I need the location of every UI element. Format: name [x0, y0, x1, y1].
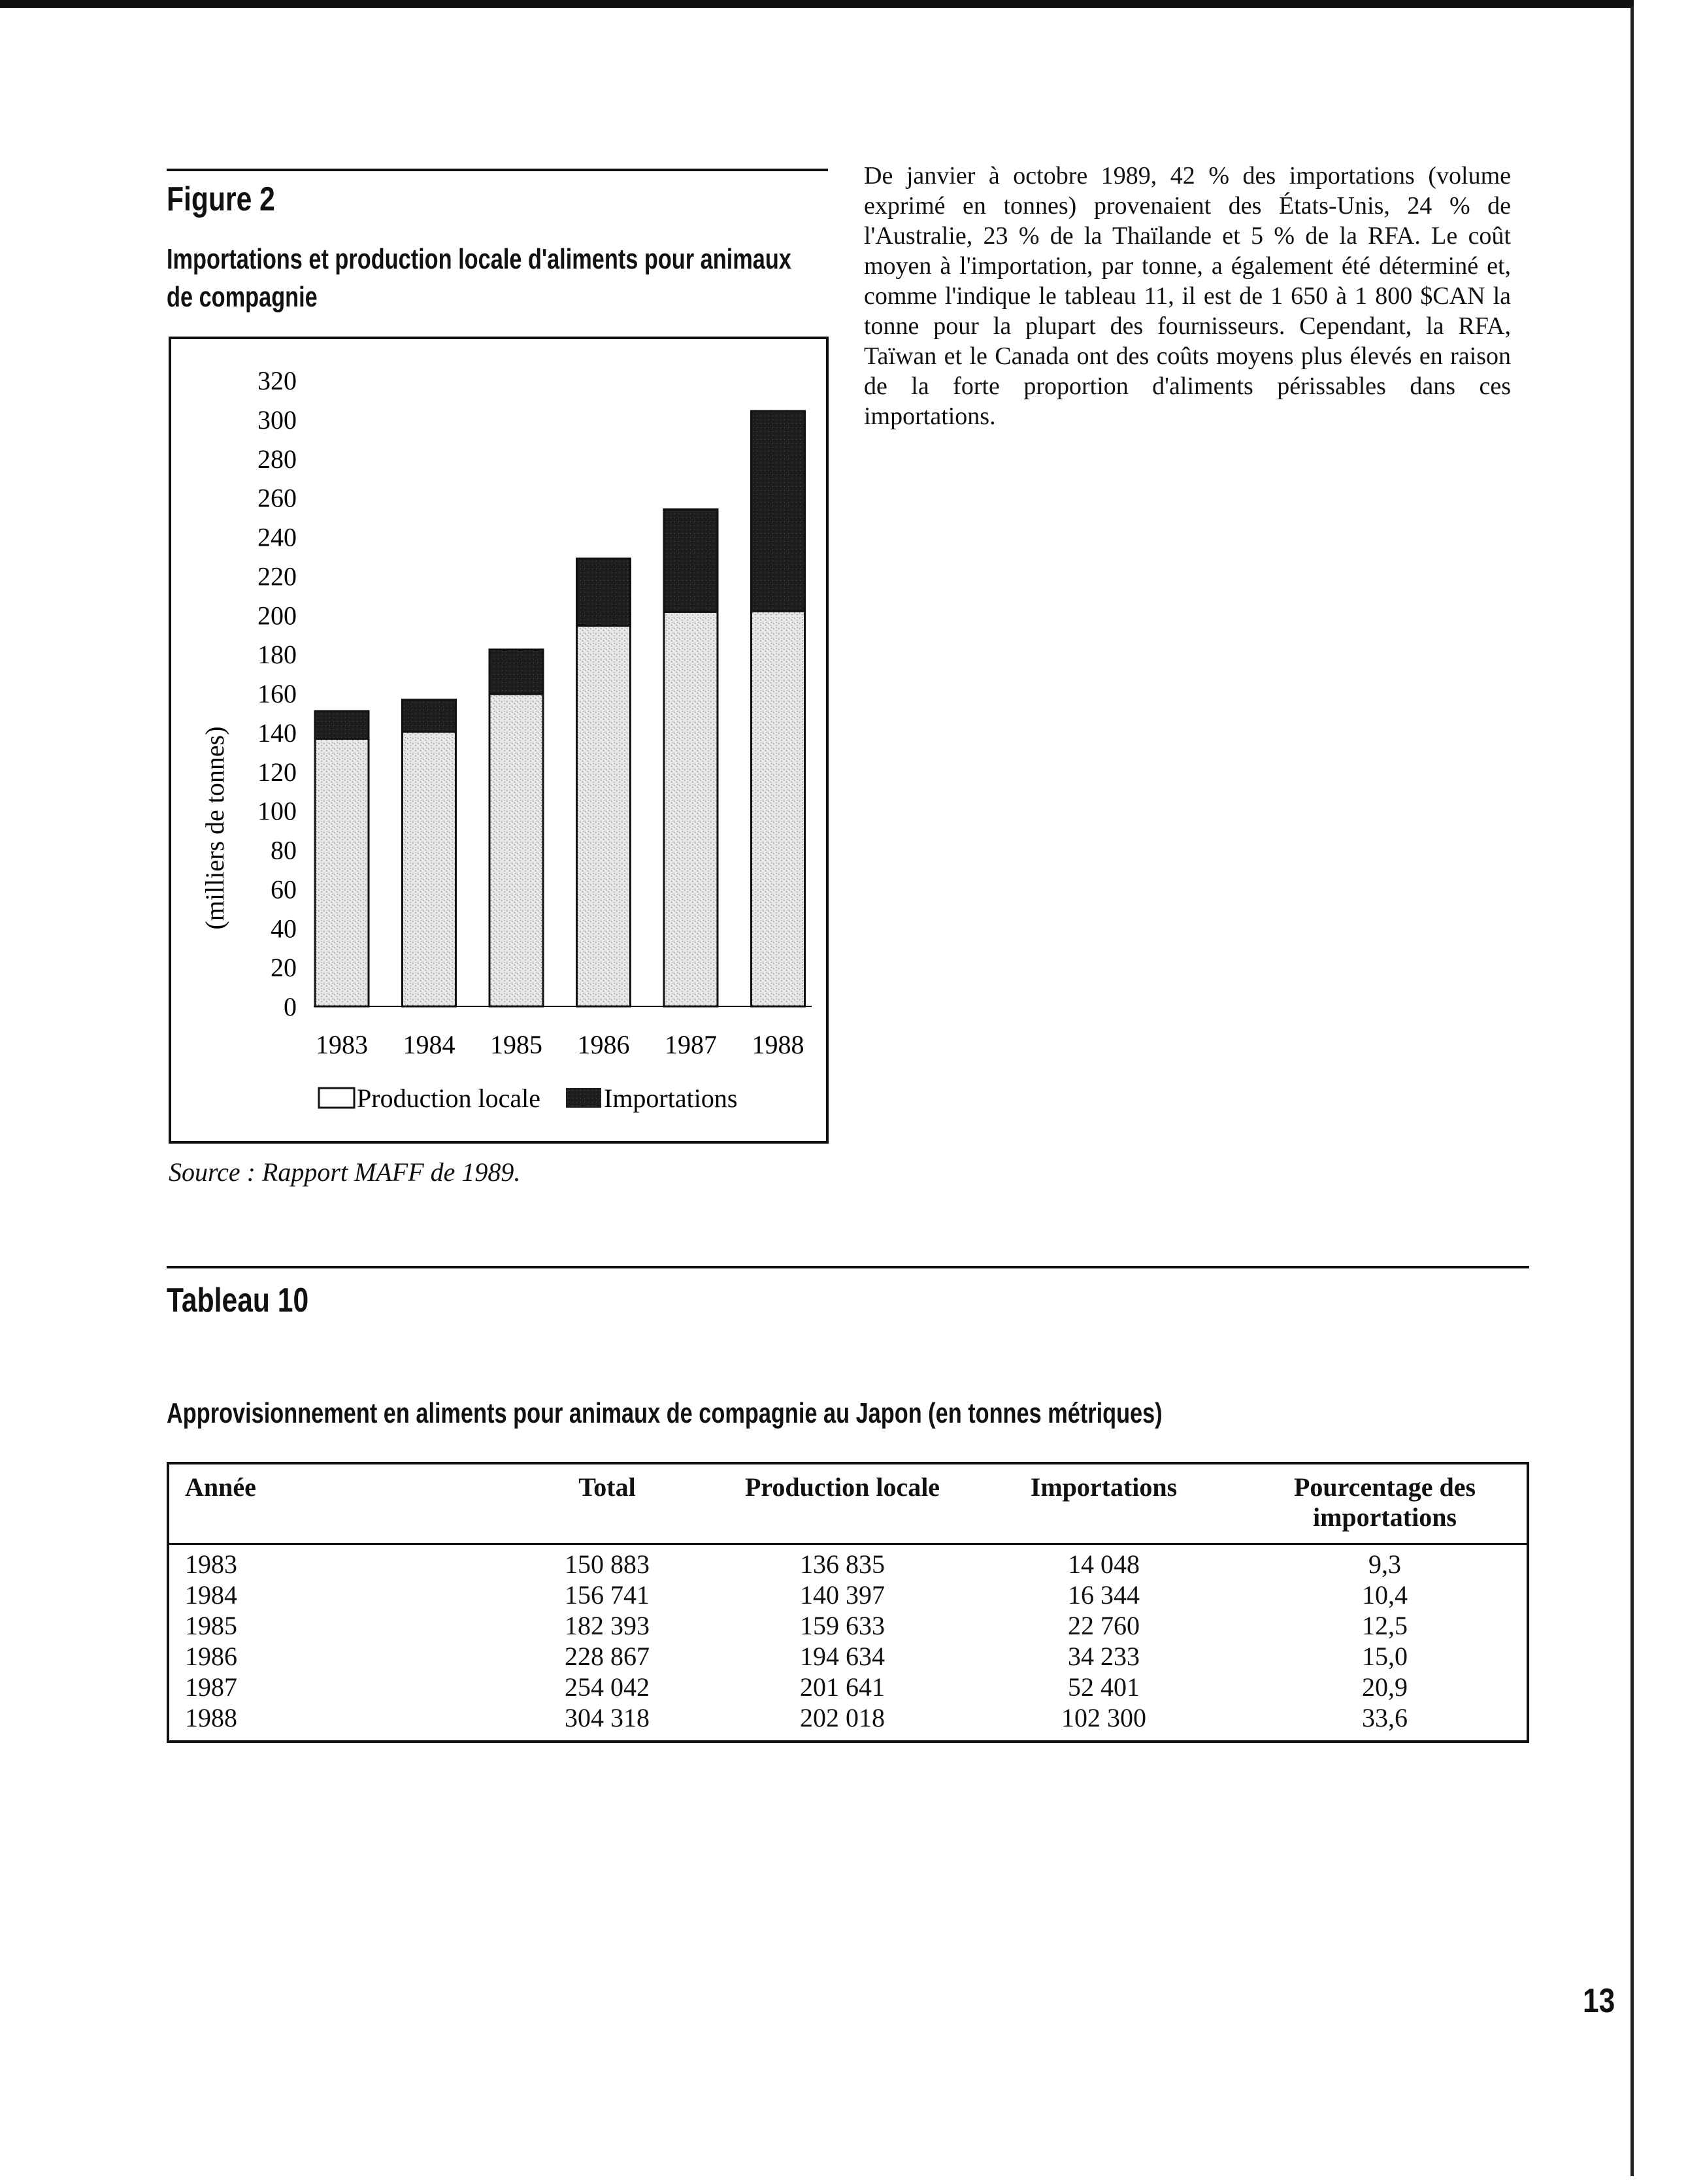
- table-row-year: 1983: [185, 1549, 237, 1579]
- y-tick-label: 40: [271, 914, 297, 944]
- y-axis-label: (milliers de tonnes): [200, 726, 229, 930]
- x-tick-label: 1986: [577, 1030, 630, 1059]
- y-tick-label: 180: [257, 640, 297, 670]
- y-tick-label: 20: [271, 953, 297, 983]
- figure-label: Figure 2: [167, 180, 275, 218]
- figure-title: Importations et production locale d'aliments pour animaux de compagnie: [167, 243, 791, 313]
- x-tick-label: 1985: [490, 1030, 542, 1059]
- y-tick-label: 220: [257, 561, 297, 591]
- page-number: 13: [1583, 1982, 1615, 2020]
- table-cell: 22 760: [1068, 1611, 1140, 1640]
- table-cell: 52 401: [1068, 1672, 1140, 1702]
- y-tick-label: 300: [257, 405, 297, 435]
- header-divider: [169, 1543, 1527, 1545]
- table-row-year: 1987: [185, 1672, 237, 1702]
- table-cell: 14 048: [1068, 1549, 1140, 1579]
- legend-label-production: Production locale: [357, 1084, 541, 1113]
- y-tick-label: 100: [257, 796, 297, 826]
- chart-frame: [169, 337, 829, 1144]
- table-cell: 16 344: [1068, 1580, 1140, 1610]
- bar-production-locale: [577, 625, 631, 1006]
- y-tick-label: 320: [257, 366, 297, 395]
- y-tick-label: 60: [271, 874, 297, 904]
- legend: [319, 1084, 737, 1113]
- bar-production-locale: [664, 612, 718, 1006]
- table-cell: 10,4: [1362, 1580, 1408, 1610]
- table-cell: 140 397: [800, 1580, 885, 1610]
- bar-importations: [752, 411, 805, 611]
- y-tick-label: 0: [284, 992, 297, 1021]
- x-tick-label: 1988: [752, 1030, 804, 1059]
- y-tick-label: 280: [257, 444, 297, 474]
- legend-label-importations: Importations: [604, 1084, 738, 1113]
- table-cell: 12,5: [1362, 1611, 1408, 1640]
- table-cell: 159 633: [800, 1611, 885, 1640]
- table-cell: 9,3: [1368, 1549, 1401, 1579]
- table-cell: 201 641: [800, 1672, 885, 1702]
- column-header-annee: Année: [185, 1472, 256, 1502]
- table-cell: 156 741: [565, 1580, 650, 1610]
- x-tick-label: 1987: [665, 1030, 717, 1059]
- bar-importations: [577, 559, 631, 625]
- bar-production-locale: [489, 694, 543, 1006]
- page-top-rule: [0, 0, 1634, 8]
- legend-swatch-importations: [566, 1088, 601, 1108]
- table-cell: 150 883: [565, 1549, 650, 1579]
- table-row-year: 1984: [185, 1580, 237, 1610]
- column-header-production-locale: Production locale: [744, 1472, 940, 1502]
- table-cell: 228 867: [565, 1642, 650, 1671]
- table-cell: 33,6: [1362, 1703, 1408, 1732]
- table-row-year: 1988: [185, 1703, 237, 1732]
- bar-importations: [315, 711, 369, 738]
- bar-importations: [489, 650, 543, 694]
- y-tick-label: 240: [257, 522, 297, 552]
- table-cell: 20,9: [1362, 1672, 1408, 1702]
- figure-top-rule: [167, 169, 828, 171]
- table-row-year: 1985: [185, 1611, 237, 1640]
- table-cell: 254 042: [565, 1672, 650, 1702]
- bar-production-locale: [752, 611, 805, 1006]
- y-tick-label: 80: [271, 835, 297, 865]
- table-cell: 182 393: [565, 1611, 650, 1640]
- body-paragraph: De janvier à octobre 1989, 42 % des importations (volume exprimé en tonnes) provenaient des États-Unis, 24 % de l'Australie, 23 % de la Thaïlande et 5 % de la RFA. Le coût moyen à l'importation, par tonne, a également été déterminé et, comme l'indique le tableau 11, il est de 1 650 à 1 800 $CAN la tonne pour la plupart des fournisseurs. Cependant, la RFA, Taïwan et le Canada ont des coûts moyens plus élevés en raison de la forte proportion d'aliments périssables dans ces importations.: [864, 162, 1511, 430]
- table-cell: 34 233: [1068, 1642, 1140, 1671]
- column-header-pourcentage-text: Pourcentage des importations: [1293, 1472, 1476, 1532]
- y-tick-label: 200: [257, 601, 297, 631]
- column-header-total: Total: [578, 1472, 636, 1502]
- column-header-importations: Importations: [1030, 1472, 1178, 1502]
- table-top-rule: [167, 1266, 1529, 1268]
- bar-production-locale: [315, 738, 369, 1006]
- table-title: Approvisionnement en aliments pour animaux de compagnie au Japon (en tonnes métriques): [167, 1397, 1163, 1429]
- x-tick-label: 1983: [316, 1030, 368, 1059]
- legend-swatch-production: [319, 1088, 354, 1108]
- table-label: Tableau 10: [167, 1282, 309, 1319]
- x-tick-label: 1984: [403, 1030, 455, 1059]
- figure-source: Source : Rapport MAFF de 1989.: [169, 1157, 521, 1187]
- table-cell: 304 318: [565, 1703, 650, 1732]
- column-header-pourcentage: [1241, 1472, 1529, 1532]
- table-cell: 202 018: [800, 1703, 885, 1732]
- bar-importations: [403, 700, 456, 732]
- y-tick-label: 160: [257, 679, 297, 708]
- table-row-year: 1986: [185, 1642, 237, 1671]
- table-cell: 15,0: [1362, 1642, 1408, 1671]
- table-cell: 136 835: [800, 1549, 885, 1579]
- table-cell: 194 634: [800, 1642, 885, 1671]
- bar-production-locale: [403, 732, 456, 1006]
- page-right-rule: [1630, 7, 1634, 2176]
- data-table: [167, 1462, 1529, 1743]
- y-tick-label: 260: [257, 483, 297, 513]
- table-cell: 102 300: [1061, 1703, 1146, 1732]
- y-tick-label: 140: [257, 718, 297, 748]
- stacked-bar-chart: [171, 339, 826, 1141]
- bar-importations: [664, 509, 718, 612]
- y-tick-label: 120: [257, 757, 297, 787]
